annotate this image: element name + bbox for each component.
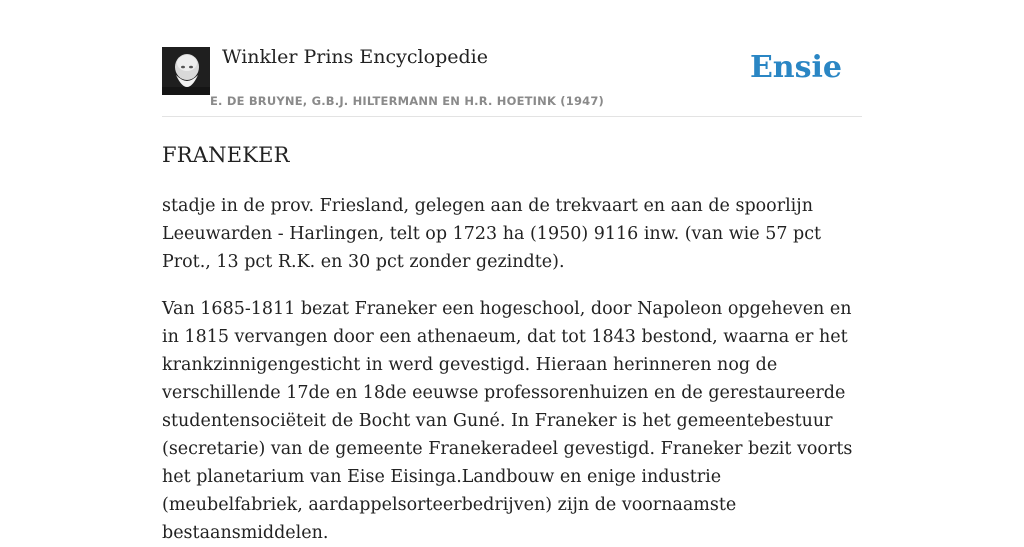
author-avatar-icon: [162, 47, 210, 95]
site-header: [162, 0, 862, 117]
article-paragraph: Van 1685-1811 bezat Franeker een hogeschool, door Napoleon opgeheven en in 1815 vervangen door een athenaeum, dat tot 1843 bestond, waarna er het krankzinnigengesticht in werd gevestigd. Hieraan herinneren nog de verschillende 17de en 18de eeuwse professorenhuizen en de gerestaureerde studentensociëteit de Bocht van Guné. In Franeker is het gemeentebestuur (secretarie) van de gemeente Franekeradeel gevestigd. Franeker bezit voorts het planetarium van Eise Eisinga.Landbouw en enige industrie (meubelfabriek, aardappelsorteerbedrijven) zijn de voornaamste bestaansmiddelen.: [162, 299, 853, 543]
article-paragraph: stadje in de prov. Friesland, gelegen aan de trekvaart en aan de spoorlijn Leeuwarden - Harlingen, telt op 1723 ha (1950) 9116 inw. (van wie 57 pct Prot., 13 pct R.K. en 30 pct zonder gezindte).: [162, 196, 822, 272]
authors-line: E. DE BRUYNE, G.B.J. HILTERMANN EN H.R. HOETINK (1947): [210, 94, 605, 108]
article: [162, 140, 862, 547]
brand-logo[interactable]: Ensie: [749, 50, 842, 85]
article-headword: FRANEKER: [162, 143, 290, 167]
site-title[interactable]: Winkler Prins Encyclopedie: [222, 46, 488, 68]
